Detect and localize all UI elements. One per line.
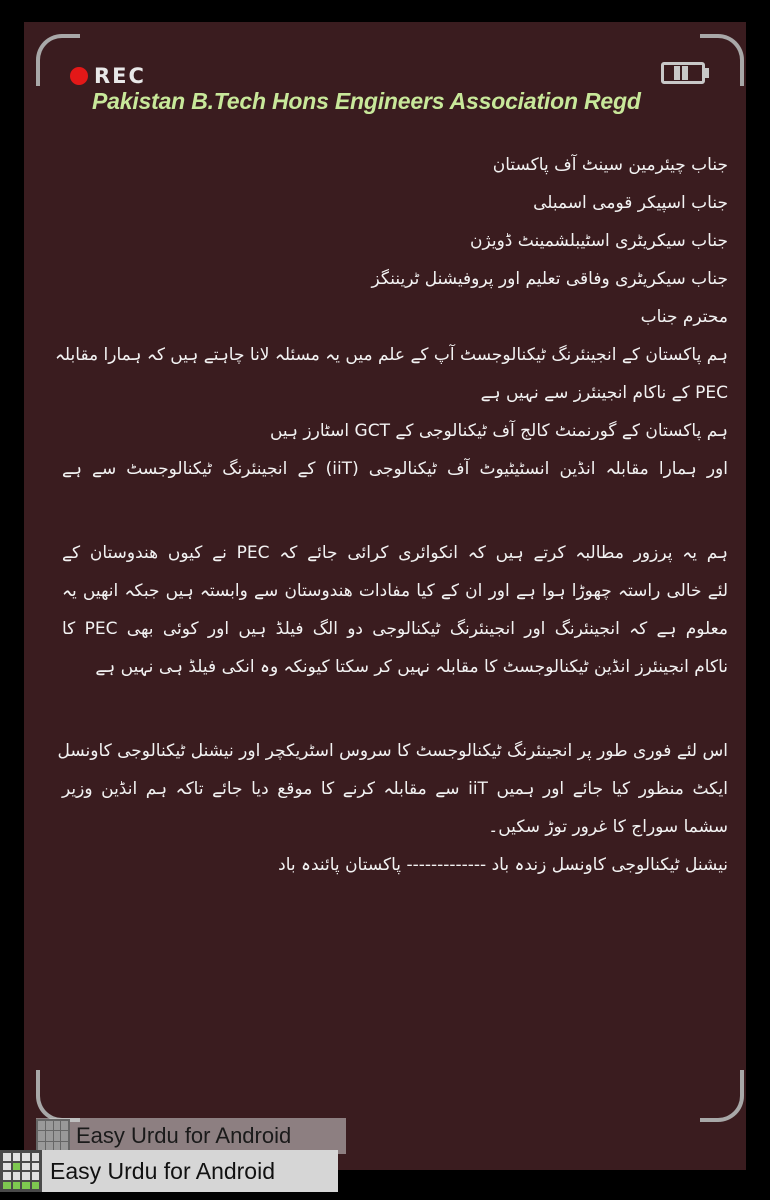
letter-line: سشما سوراج کا غرور توڑ سکیں۔ [488, 817, 728, 837]
battery-icon [661, 62, 705, 84]
letter-line: جناب سیکریٹری اسٹیبلشمینٹ ڈویژن [469, 231, 728, 251]
rec-indicator [70, 64, 146, 88]
rec-label: REC [94, 64, 146, 88]
letter-line: جناب چیئرمین سینٹ آف پاکستان [492, 155, 728, 175]
letter-line: جناب سیکریٹری وفاقی تعلیم اور پروفیشنل ٹریننگز [371, 269, 728, 289]
letter-line: ایکٹ منظور کیا جائے اور ہمیں iiT سے مقابلہ کرنے کا موقع دیا جائے تاکہ ہم انڈین وزیر [62, 779, 728, 799]
watermark-text: Easy Urdu for Android [76, 1123, 292, 1148]
viewfinder-corner-top-right [700, 34, 744, 86]
watermark-text: Easy Urdu for Android [50, 1157, 276, 1184]
rec-dot-icon [70, 67, 88, 85]
association-title: Pakistan B.Tech Hons Engineers Association Regd [92, 88, 641, 114]
letter-line: ناکام انجینئرز انڈین ٹیکنالوجسٹ کا مقابلہ نہیں کر سکتا کیونکہ وہ انکی فیلڈ ہی نہیں ہے [95, 657, 728, 677]
letter-line: اور ہمارا مقابلہ انڈین انسٹیٹیوٹ آف ٹیکنالوجی (iiT) کے انجینئرنگ ٹیکنالوجسٹ سے ہے [62, 459, 728, 479]
letter-line: لئے خالی راستہ چھوڑا ہوا ہے اور ان کے کیا مفادات ھندوستان سے وابستہ ہیں جبکہ انھیں یہ [62, 581, 728, 601]
paragraph-spacer [62, 488, 728, 534]
easy-urdu-app-icon [0, 1150, 42, 1192]
letter-body [54, 146, 728, 884]
letter-line: محترم جناب [640, 307, 728, 327]
easy-urdu-app-icon [36, 1119, 70, 1153]
letter-line: ہم پاکستان کے گورنمنٹ کالج آف ٹیکنالوجی کے GCT اسٹارز ہیں [269, 421, 728, 441]
letter-line: PEC کے ناکام انجینئرز سے نہیں ہے [480, 383, 728, 403]
letter-line: ہم پاکستان کے انجینئرنگ ٹیکنالوجسٹ آپ کے علم میں یہ مسئلہ لانا چاہتے ہیں کہ ہمارا مقابلہ [54, 345, 728, 365]
letter-line: ہم یہ پرزور مطالبہ کرتے ہیں کہ انکوائری کرائی جائے کہ PEC نے کیوں ھندوستان کے [62, 543, 728, 563]
letter-line: اس لئے فوری طور پر انجینئرنگ ٹیکنالوجسٹ کا سروس اسٹریکچر اور نیشنل ٹیکنالوجی کاونسل [57, 741, 728, 761]
letter-line: جناب اسپیکر قومی اسمبلی [533, 193, 728, 213]
watermark-bottom [0, 1150, 338, 1192]
letter-line: نیشنل ٹیکنالوجی کاونسل زندہ باد ------------- پاکستان پائندہ باد [278, 855, 728, 875]
viewfinder-corner-bottom-left [36, 1070, 80, 1122]
watermark-top [36, 1118, 346, 1154]
battery-tip [704, 68, 709, 78]
paragraph-spacer [62, 686, 728, 732]
letter-line: معلوم ہے کہ انجینئرنگ اور انجینئرنگ ٹیکنالوجی دو الگ فیلڈ ہیں اور کوئی بھی PEC کا [62, 619, 728, 639]
